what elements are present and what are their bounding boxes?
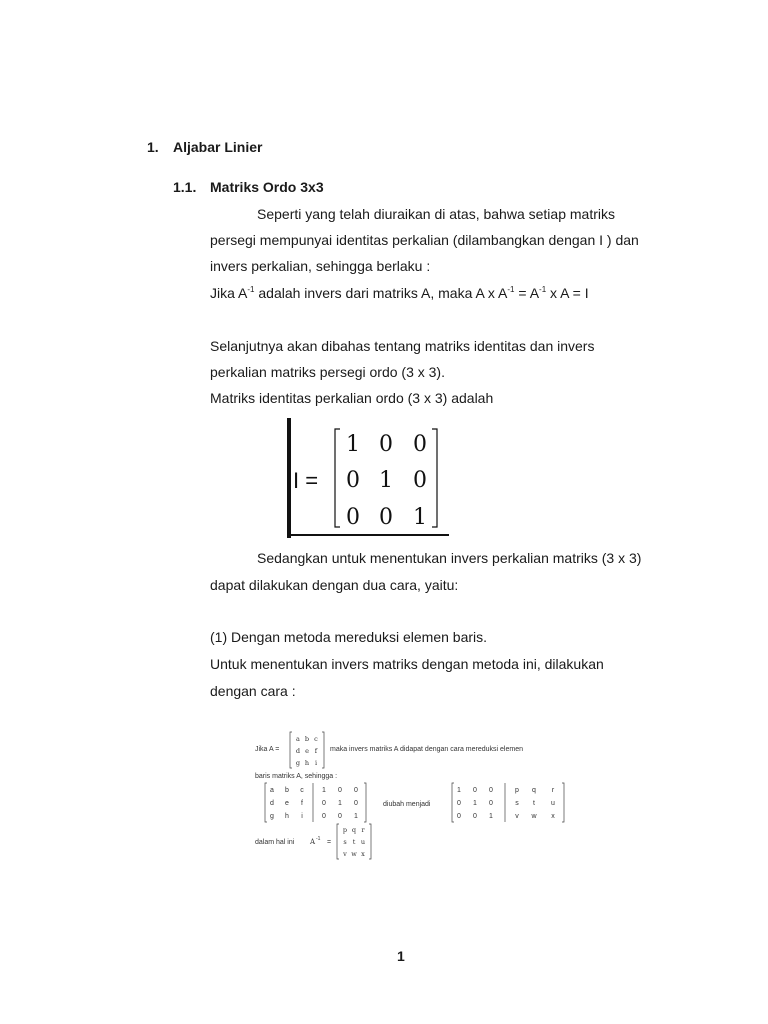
augmented-right-cell: 0	[473, 813, 477, 820]
identity-matrix-cell: 0	[413, 468, 427, 493]
matrix-inverse-cell: r	[361, 826, 365, 834]
augmented-right-cell: 0	[489, 800, 493, 807]
matrix-a-cell: b	[304, 735, 310, 743]
augmented-right-cell: p	[515, 787, 519, 794]
formula-superscript: -1	[247, 285, 255, 294]
paragraph-line: persegi mempunyai identitas perkalian (dilambangkan dengan I ) dan	[210, 232, 639, 248]
bracket-left-icon	[452, 783, 454, 822]
page-number: 1	[397, 948, 405, 964]
augmented-right-cell: 0	[473, 787, 477, 794]
paragraph-line: Seperti yang telah diuraikan di atas, bahwa setiap matriks	[257, 206, 615, 222]
subsection-number: 1.1.	[173, 179, 197, 195]
identity-matrix-figure	[282, 414, 452, 542]
matrix-inverse-cell: x	[361, 850, 365, 858]
formula-text: x A = I	[546, 285, 589, 301]
identity-label: I =	[293, 468, 319, 493]
augmented-left-cell: f	[301, 800, 303, 807]
matrix-a-cell: c	[314, 735, 318, 743]
augmented-left-cell: e	[285, 800, 289, 807]
matrix-inverse-cell: t	[352, 838, 356, 846]
paragraph-line: dengan cara :	[210, 683, 296, 699]
augmented-left-cell: b	[285, 787, 289, 794]
matrix-a-cell: i	[314, 759, 318, 767]
formula-text: = A	[514, 285, 540, 301]
formula-text: adalah invers dari matriks A, maka A x A	[254, 285, 508, 301]
bracket-right-icon	[562, 783, 564, 822]
identity-matrix-cell: 0	[379, 505, 393, 530]
inverse-formula	[210, 285, 589, 304]
augmented-left-cell: 0	[354, 787, 358, 794]
augmented-left-cell: c	[300, 787, 304, 794]
paragraph-line: Matriks identitas perkalian ordo (3 x 3) adalah	[210, 390, 494, 406]
matrix-a-cell: e	[305, 747, 309, 755]
section-title: Aljabar Linier	[173, 139, 263, 155]
augmented-left-cell: 1	[338, 800, 342, 807]
augmented-right-cell: q	[532, 787, 536, 794]
bracket-left-icon	[290, 732, 292, 768]
augmented-right-cell: v	[515, 813, 519, 820]
figure-bottom-border	[287, 534, 449, 536]
augmented-left-cell: 1	[354, 813, 358, 820]
matrix-a-cell: g	[295, 759, 301, 767]
augmented-right-cell: x	[551, 813, 555, 820]
figure-equals: =	[327, 839, 332, 846]
augmented-left-cell: g	[270, 813, 274, 820]
bracket-left-icon	[335, 429, 340, 527]
augmented-left-cell: a	[270, 787, 274, 794]
identity-matrix-cell: 0	[346, 505, 360, 530]
augmented-left-cell: i	[301, 813, 303, 820]
matrix-inverse-cell: s	[343, 838, 347, 846]
figure-dalam-label: dalam hal ini	[255, 839, 295, 846]
matrix-inverse-cell: p	[342, 826, 348, 834]
bracket-left-icon	[265, 783, 267, 822]
identity-matrix-cell: 1	[379, 468, 393, 493]
augmented-right-cell: 0	[457, 800, 461, 807]
augmented-left-cell: 0	[338, 813, 342, 820]
paragraph-line: Sedangkan untuk menentukan invers perkalian matriks (3 x 3)	[257, 550, 642, 566]
matrix-a-cell: f	[314, 747, 318, 755]
augmented-right-cell: 0	[457, 813, 461, 820]
matrix-inverse-cell: v	[343, 850, 347, 858]
matrix-inverse-cell: w	[351, 850, 357, 858]
augmented-left-cell: 0	[322, 800, 326, 807]
figure-text-2: baris matriks A, sehingga :	[255, 773, 338, 780]
identity-matrix-cell: 1	[413, 505, 427, 530]
augmented-right-cell: w	[531, 813, 537, 820]
identity-matrix-cell: 1	[346, 432, 360, 457]
augmented-right-cell: r	[551, 787, 555, 794]
figure-ainv-label: A	[310, 838, 316, 846]
subsection-title: Matriks Ordo 3x3	[210, 179, 324, 195]
identity-matrix-cell: 0	[346, 468, 360, 493]
paragraph-line: dapat dilakukan dengan dua cara, yaitu:	[210, 577, 459, 593]
augmented-right-cell: 1	[473, 800, 477, 807]
figure-jika-label: Jika A =	[255, 746, 280, 753]
augmented-left-cell: 1	[322, 787, 326, 794]
identity-matrix-cell: 0	[413, 432, 427, 457]
figure-diubah-label: diubah menjadi	[383, 801, 431, 808]
identity-matrix-cell: 0	[379, 432, 393, 457]
matrix-a-cell: h	[304, 759, 310, 767]
paragraph-line: Selanjutnya akan dibahas tentang matriks identitas dan invers	[210, 338, 595, 354]
augmented-left-cell: 0	[338, 787, 342, 794]
figure-left-border	[287, 418, 291, 538]
augmented-right-cell: 1	[457, 787, 461, 794]
augmented-right-cell: t	[533, 800, 535, 807]
section-number: 1.	[147, 139, 159, 155]
paragraph-line: invers perkalian, sehingga berlaku :	[210, 258, 431, 274]
matrix-a-cell: d	[295, 747, 301, 755]
bracket-right-icon	[432, 429, 437, 527]
formula-superscript: -1	[507, 285, 515, 294]
matrix-inverse-cell: u	[360, 838, 366, 846]
bracket-right-icon	[322, 732, 324, 768]
augmented-left-cell: 0	[322, 813, 326, 820]
matrix-inverse-cell: q	[351, 826, 357, 834]
augmented-right-cell: u	[551, 800, 555, 807]
paragraph-line: (1) Dengan metoda mereduksi elemen baris.	[210, 629, 488, 645]
figure-ainv-superscript: -1	[316, 836, 321, 842]
row-reduction-figure	[250, 728, 580, 863]
matrix-a-cell: a	[296, 735, 300, 743]
formula-superscript: -1	[539, 285, 547, 294]
paragraph-line: perkalian matriks persegi ordo (3 x 3).	[210, 364, 445, 380]
bracket-right-icon	[369, 824, 371, 859]
figure-text-1: maka invers matriks A didapat dengan cara mereduksi elemen	[330, 746, 523, 753]
bracket-left-icon	[337, 824, 339, 859]
augmented-right-cell: s	[515, 800, 519, 807]
augmented-left-cell: 0	[354, 800, 358, 807]
augmented-right-cell: 0	[489, 787, 493, 794]
bracket-right-icon	[364, 783, 366, 822]
augmented-left-cell: d	[270, 800, 274, 807]
augmented-right-cell: 1	[489, 813, 493, 820]
augmented-left-cell: h	[285, 813, 289, 820]
formula-text: Jika A	[210, 285, 248, 301]
paragraph-line: Untuk menentukan invers matriks dengan metoda ini, dilakukan	[210, 656, 604, 672]
